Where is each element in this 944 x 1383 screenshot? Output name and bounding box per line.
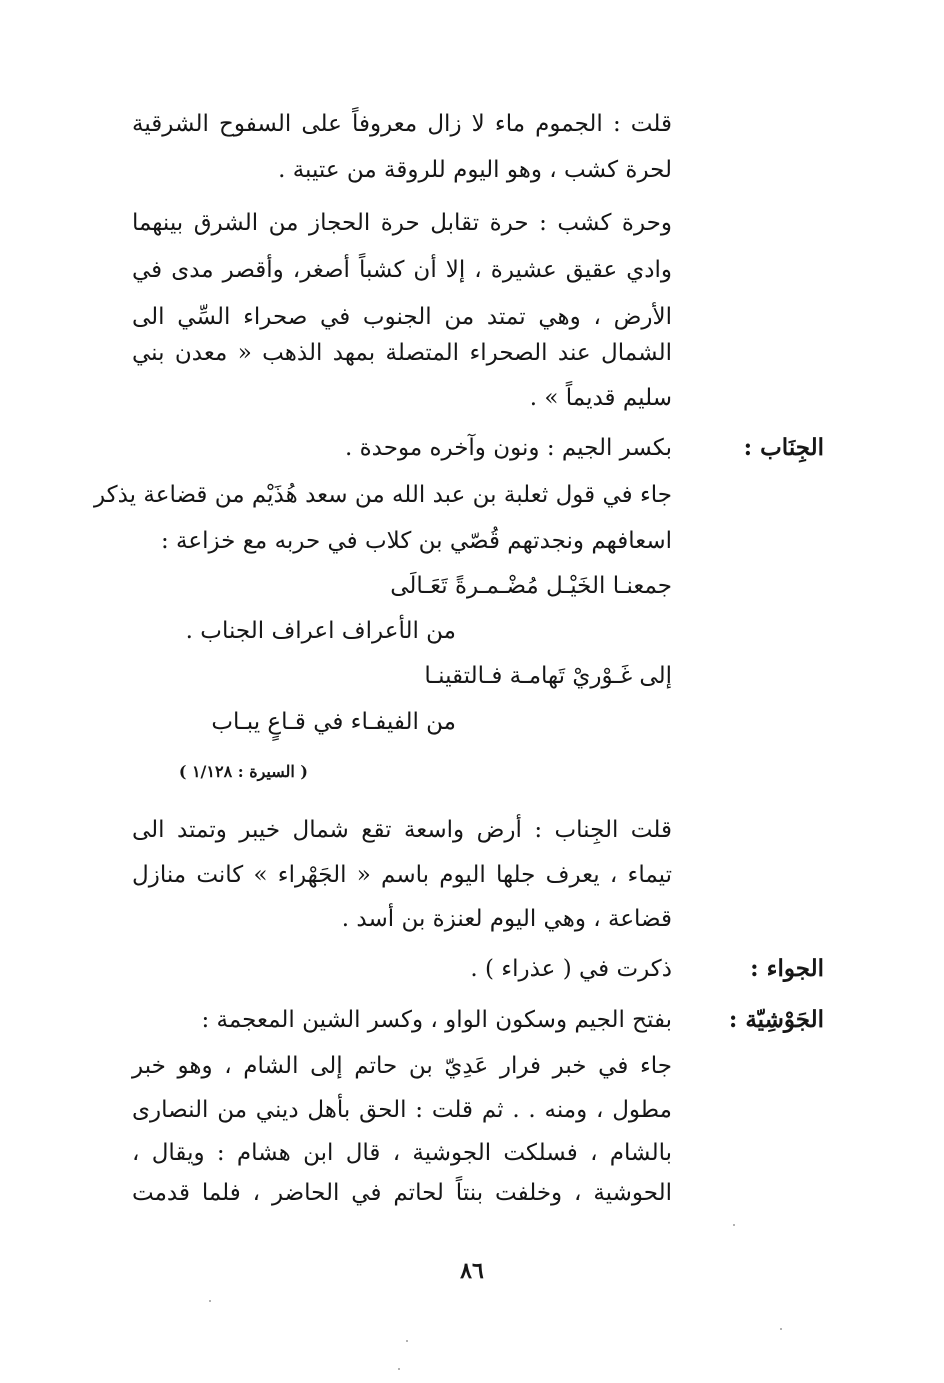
entry-term-jiwa: الجواء : [750,955,824,982]
entry-jawshiyya-body-line-1: جاء في خبر فرار عَدِيّ بن حاتم إلى الشام ، وهو خبر [132,1053,672,1079]
scan-speck [398,1368,400,1370]
entry-term-jawshiyya: الجَوْشِيّة : [728,1006,824,1033]
paragraph-2-line-4: الشمال عند الصحراء المتصلة بمهد الذهب « معدن بني [132,340,672,366]
scan-speck [209,1300,211,1302]
poem-verse-2-first-hemistich: إلى غَـوْريْ تَهامـة فـالتقينـا [424,663,672,689]
entry-term-jinab: الجِنَاب : [743,434,824,461]
entry-definition-jawshiyya: بفتح الجيم وسكون الواو ، وكسر الشين المعجمة : [201,1007,672,1033]
paragraph-2-line-5: سليم قديماً » . [529,385,672,411]
source-citation: ( السيرة : ١/١٢٨ ) [178,762,308,781]
paragraph-1-line-1: قلت : الجموم ماء لا زال معروفاً على السفوح الشرقية [132,111,672,137]
scan-speck [733,1224,735,1226]
entry-jinab-body-line-2: اسعافهم ونجدتهم قُصّي بن كلاب في حربه مع خزاعة : [160,528,672,554]
entry-jawshiyya-body-line-4: الحوشية ، وخلفت بنتاً لحاتم في الحاضر ، فلما قدمت [132,1180,672,1206]
poem-verse-2-second-hemistich: من الفيفـاء في قـاعٍ يبـاب [211,709,456,735]
entry-jinab-comment-line-3: قضاعة ، وهي اليوم لعنزة بن أسد . [341,906,672,932]
page-number: ٨٦ [460,1258,484,1284]
poem-verse-1-second-hemistich: من الأعراف اعراف الجناب . [185,618,456,644]
paragraph-2-line-3: الأرض ، وهي تمتد من الجنوب في صحراء السِّي الى [132,304,672,330]
entry-jawshiyya-body-line-2: مطول ، ومنه . . ثم قلت : الحق بأهل ديني من النصارى [132,1097,672,1123]
entry-jinab-comment-line-1: قلت الجِناب : أرض واسعة تقع شمال خيبر وتمتد الى [132,817,672,843]
scan-speck [406,1340,408,1342]
entry-jinab-comment-line-2: تيماء ، يعرف جلها اليوم باسم « الجَهْراء » كانت منازل [132,862,672,888]
paragraph-1-line-2: لحرة كشب ، وهو اليوم للروقة من عتيبة . [278,157,672,183]
entry-definition-jinab: بكسر الجيم : ونون وآخره موحدة . [344,435,672,461]
scan-speck [780,1328,782,1330]
entry-definition-jiwa: ذكرت في ( عذراء ) . [470,956,672,982]
entry-jinab-body-line-1: جاء في قول ثعلبة بن عبد الله من سعد هُذَيْم من قضاعة يذكر [93,482,672,508]
paragraph-2-line-2: وادي عقيق عشيرة ، إلا أن كشباً أصغر، وأقصر مدى في [132,257,672,283]
entry-jawshiyya-body-line-3: بالشام ، فسلكت الجوشية ، قال ابن هشام : ويقال ، [132,1140,672,1166]
paragraph-2-line-1: وحرة كشب : حرة تقابل حرة الحجاز من الشرق بينهما [132,210,672,236]
poem-verse-1-first-hemistich: جمعنـا الخَيْـل مُضْـمـرةً تَعَـالَى [390,573,672,599]
